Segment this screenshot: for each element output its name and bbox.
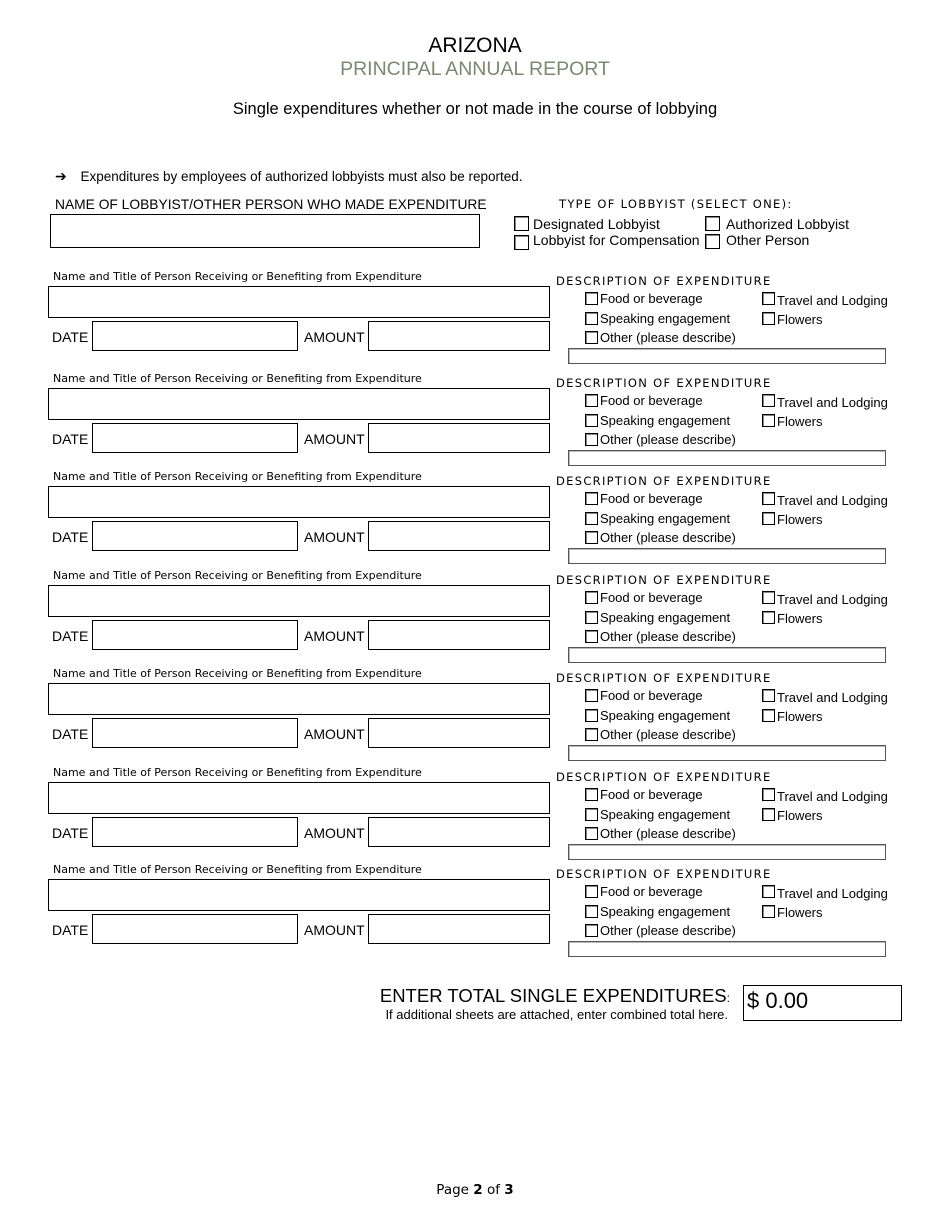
date-label: DATE	[52, 329, 89, 345]
flowers-label: Flowers	[777, 312, 823, 327]
recipient-input[interactable]	[48, 286, 550, 318]
recipient-label: Name and Title of Person Receiving or Benefiting from Expenditure	[53, 766, 422, 779]
other-person-label: Other Person	[726, 232, 810, 248]
total-label-text: ENTER TOTAL SINGLE EXPENDITURES	[379, 985, 727, 1006]
description-label: DESCRIPTION OF EXPENDITURE	[556, 274, 772, 288]
other-checkbox[interactable]	[585, 331, 598, 344]
other-label: Other (please describe)	[600, 330, 736, 345]
speaking-engagement-label: Speaking engagement	[600, 708, 731, 723]
total-sublabel: If additional sheets are attached, enter combined total here.	[385, 1007, 728, 1022]
description-label: DESCRIPTION OF EXPENDITURE	[556, 867, 772, 881]
travel-lodging-checkbox[interactable]	[762, 394, 775, 407]
authorized-lobbyist-label: Authorized Lobbyist	[726, 216, 849, 232]
total-label-colon: :	[726, 991, 730, 1005]
date-input[interactable]	[92, 423, 298, 453]
other-description-input[interactable]	[568, 941, 886, 957]
amount-label: AMOUNT	[304, 628, 365, 644]
other-description-input[interactable]	[568, 450, 886, 466]
travel-lodging-label: Travel and Lodging	[777, 886, 888, 901]
state-title: ARIZONA	[428, 34, 522, 57]
description-label: DESCRIPTION OF EXPENDITURE	[556, 573, 772, 587]
flowers-checkbox[interactable]	[762, 905, 775, 918]
speaking-engagement-checkbox[interactable]	[585, 414, 598, 427]
recipient-input[interactable]	[48, 782, 550, 814]
report-description: Single expenditures whether or not made in the course of lobbying	[232, 100, 718, 118]
date-input[interactable]	[92, 620, 298, 650]
other-description-input[interactable]	[568, 745, 886, 761]
food-beverage-label: Food or beverage	[600, 393, 703, 408]
food-beverage-label: Food or beverage	[600, 787, 703, 802]
description-label: DESCRIPTION OF EXPENDITURE	[556, 770, 772, 784]
date-label: DATE	[52, 825, 89, 841]
date-label: DATE	[52, 529, 89, 545]
flowers-label: Flowers	[777, 709, 823, 724]
travel-lodging-label: Travel and Lodging	[777, 592, 888, 607]
flowers-checkbox[interactable]	[762, 808, 775, 821]
speaking-engagement-label: Speaking engagement	[600, 610, 731, 625]
date-input[interactable]	[92, 521, 298, 551]
flowers-label: Flowers	[777, 905, 823, 920]
recipient-input[interactable]	[48, 388, 550, 420]
of-word: of	[486, 1182, 500, 1198]
date-label: DATE	[52, 431, 89, 447]
lobbyist-name-label: NAME OF LOBBYIST/OTHER PERSON WHO MADE EXPENDITURE	[55, 197, 487, 212]
flowers-label: Flowers	[777, 414, 823, 429]
speaking-engagement-label: Speaking engagement	[600, 511, 731, 526]
employee-note-text: Expenditures by employees of authorized lobbyists must also be reported.	[80, 169, 523, 184]
amount-label: AMOUNT	[304, 329, 365, 345]
amount-label: AMOUNT	[304, 825, 365, 841]
date-label: DATE	[52, 628, 89, 644]
recipient-label: Name and Title of Person Receiving or Benefiting from Expenditure	[53, 270, 422, 283]
page-word: Page	[436, 1182, 469, 1198]
flowers-label: Flowers	[777, 808, 823, 823]
amount-label: AMOUNT	[304, 431, 365, 447]
flowers-checkbox[interactable]	[762, 709, 775, 722]
lobbyist-name-input[interactable]	[50, 214, 480, 248]
description-label: DESCRIPTION OF EXPENDITURE	[556, 376, 772, 390]
travel-lodging-checkbox[interactable]	[762, 788, 775, 801]
recipient-input[interactable]	[48, 683, 550, 715]
speaking-engagement-checkbox[interactable]	[585, 611, 598, 624]
food-beverage-label: Food or beverage	[600, 590, 703, 605]
food-beverage-label: Food or beverage	[600, 884, 703, 899]
lobbyist-for-compensation-checkbox[interactable]	[514, 235, 529, 250]
other-checkbox[interactable]	[585, 924, 598, 937]
flowers-checkbox[interactable]	[762, 611, 775, 624]
travel-lodging-label: Travel and Lodging	[777, 789, 888, 804]
speaking-engagement-label: Speaking engagement	[600, 904, 731, 919]
amount-label: AMOUNT	[304, 726, 365, 742]
date-input[interactable]	[92, 321, 298, 351]
other-checkbox[interactable]	[585, 433, 598, 446]
other-label: Other (please describe)	[600, 432, 736, 447]
amount-input[interactable]	[368, 817, 550, 847]
lobbyist-for-compensation-label: Lobbyist for Compensation	[533, 232, 700, 248]
other-description-input[interactable]	[568, 844, 886, 860]
other-label: Other (please describe)	[600, 530, 736, 545]
amount-input[interactable]	[368, 521, 550, 551]
flowers-checkbox[interactable]	[762, 312, 775, 325]
designated-lobbyist-label: Designated Lobbyist	[533, 216, 660, 232]
total-label	[380, 985, 730, 1007]
travel-lodging-label: Travel and Lodging	[777, 493, 888, 508]
food-beverage-label: Food or beverage	[600, 291, 703, 306]
travel-lodging-checkbox[interactable]	[762, 689, 775, 702]
other-description-input[interactable]	[568, 647, 886, 663]
other-label: Other (please describe)	[600, 727, 736, 742]
amount-label: AMOUNT	[304, 529, 365, 545]
recipient-label: Name and Title of Person Receiving or Benefiting from Expenditure	[53, 667, 422, 680]
travel-lodging-checkbox[interactable]	[762, 885, 775, 898]
date-input[interactable]	[92, 817, 298, 847]
recipient-label: Name and Title of Person Receiving or Benefiting from Expenditure	[53, 569, 422, 582]
recipient-label: Name and Title of Person Receiving or Benefiting from Expenditure	[53, 372, 422, 385]
date-label: DATE	[52, 726, 89, 742]
food-beverage-checkbox[interactable]	[585, 394, 598, 407]
amount-input[interactable]	[368, 914, 550, 944]
food-beverage-checkbox[interactable]	[585, 788, 598, 801]
authorized-lobbyist-checkbox[interactable]	[705, 216, 720, 231]
amount-input[interactable]	[368, 620, 550, 650]
speaking-engagement-checkbox[interactable]	[585, 808, 598, 821]
recipient-input[interactable]	[48, 879, 550, 911]
amount-input[interactable]	[368, 423, 550, 453]
amount-input[interactable]	[368, 321, 550, 351]
travel-lodging-checkbox[interactable]	[762, 591, 775, 604]
other-label: Other (please describe)	[600, 826, 736, 841]
speaking-engagement-checkbox[interactable]	[585, 512, 598, 525]
page-indicator	[0, 1182, 950, 1198]
other-checkbox[interactable]	[585, 827, 598, 840]
food-beverage-checkbox[interactable]	[585, 885, 598, 898]
other-description-input[interactable]	[568, 348, 886, 364]
date-input[interactable]	[92, 718, 298, 748]
arrow-right-icon: ➔	[55, 168, 67, 184]
other-checkbox[interactable]	[585, 630, 598, 643]
date-label: DATE	[52, 922, 89, 938]
employee-note	[55, 168, 523, 185]
speaking-engagement-label: Speaking engagement	[600, 413, 731, 428]
flowers-label: Flowers	[777, 512, 823, 527]
flowers-checkbox[interactable]	[762, 414, 775, 427]
travel-lodging-label: Travel and Lodging	[777, 690, 888, 705]
other-description-input[interactable]	[568, 548, 886, 564]
recipient-label: Name and Title of Person Receiving or Benefiting from Expenditure	[53, 863, 422, 876]
food-beverage-checkbox[interactable]	[585, 591, 598, 604]
amount-label: AMOUNT	[304, 922, 365, 938]
report-title: PRINCIPAL ANNUAL REPORT	[340, 58, 610, 80]
other-label: Other (please describe)	[600, 629, 736, 644]
recipient-input[interactable]	[48, 486, 550, 518]
description-label: DESCRIPTION OF EXPENDITURE	[556, 474, 772, 488]
food-beverage-label: Food or beverage	[600, 688, 703, 703]
date-input[interactable]	[92, 914, 298, 944]
flowers-checkbox[interactable]	[762, 512, 775, 525]
speaking-engagement-label: Speaking engagement	[600, 311, 731, 326]
speaking-engagement-label: Speaking engagement	[600, 807, 731, 822]
page-number: 2	[473, 1182, 483, 1198]
food-beverage-checkbox[interactable]	[585, 689, 598, 702]
food-beverage-label: Food or beverage	[600, 491, 703, 506]
food-beverage-checkbox[interactable]	[585, 492, 598, 505]
food-beverage-checkbox[interactable]	[585, 292, 598, 305]
other-checkbox[interactable]	[585, 728, 598, 741]
other-checkbox[interactable]	[585, 531, 598, 544]
designated-lobbyist-checkbox[interactable]	[514, 216, 529, 231]
amount-input[interactable]	[368, 718, 550, 748]
recipient-label: Name and Title of Person Receiving or Benefiting from Expenditure	[53, 470, 422, 483]
other-label: Other (please describe)	[600, 923, 736, 938]
speaking-engagement-checkbox[interactable]	[585, 905, 598, 918]
speaking-engagement-checkbox[interactable]	[585, 312, 598, 325]
lobbyist-type-label: TYPE OF LOBBYIST (SELECT ONE):	[559, 197, 793, 211]
speaking-engagement-checkbox[interactable]	[585, 709, 598, 722]
other-person-checkbox[interactable]	[705, 234, 720, 249]
recipient-input[interactable]	[48, 585, 550, 617]
description-label: DESCRIPTION OF EXPENDITURE	[556, 671, 772, 685]
total-expenditures-input[interactable]: $ 0.00	[743, 985, 902, 1021]
flowers-label: Flowers	[777, 611, 823, 626]
travel-lodging-label: Travel and Lodging	[777, 395, 888, 410]
travel-lodging-checkbox[interactable]	[762, 292, 775, 305]
travel-lodging-checkbox[interactable]	[762, 492, 775, 505]
total-pages: 3	[504, 1182, 514, 1198]
travel-lodging-label: Travel and Lodging	[777, 293, 888, 308]
